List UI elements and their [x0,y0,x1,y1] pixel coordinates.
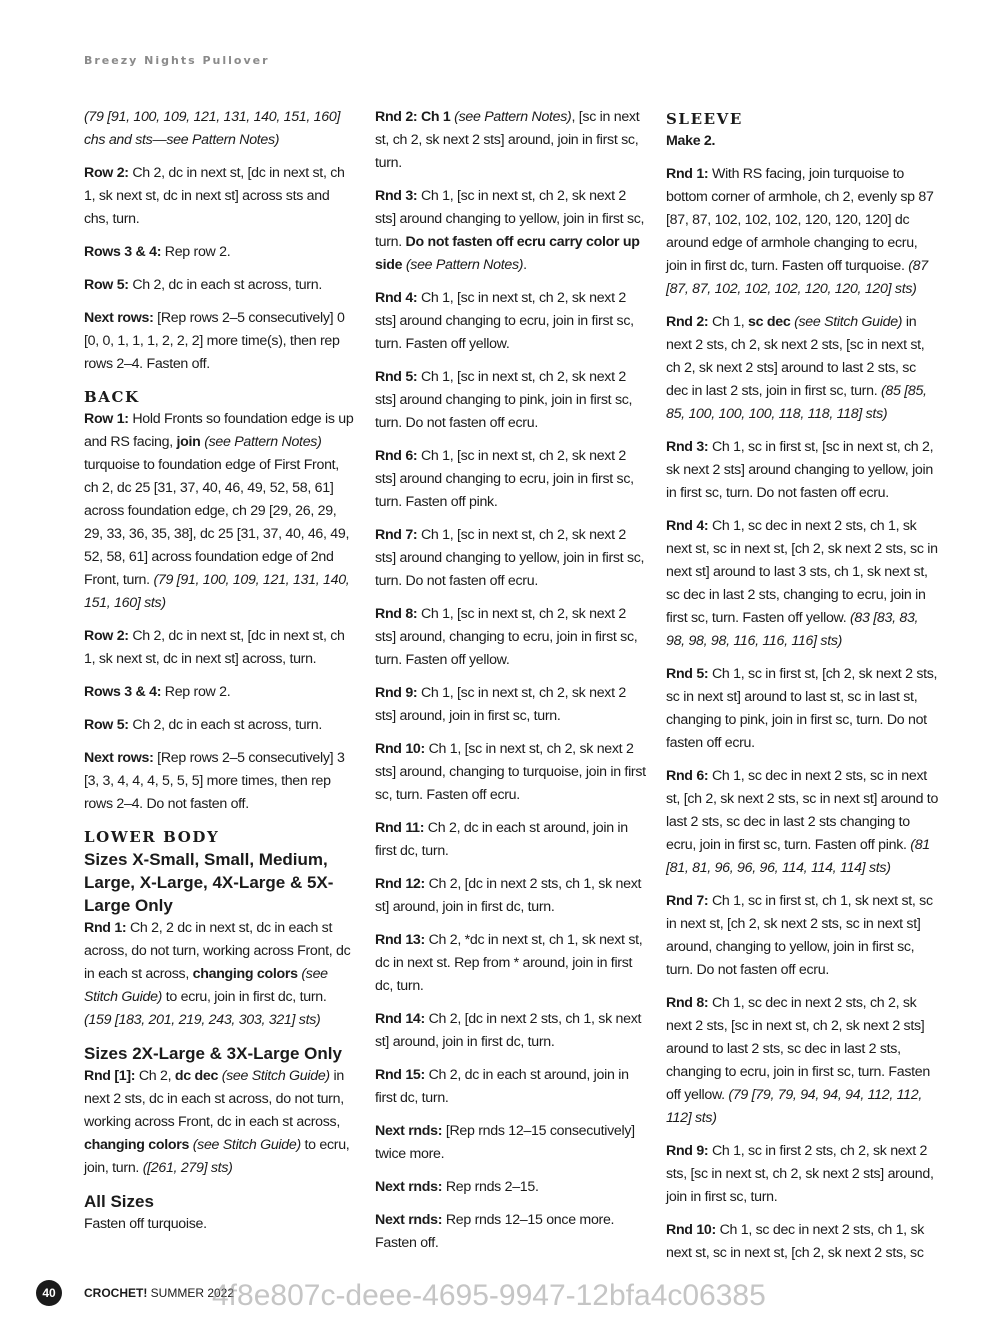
instruction-note: (159 [183, 201, 219, 243, 303, 321] sts) [84,1012,321,1028]
instruction-text: to ecru, join in first dc, turn. [162,989,327,1005]
instruction-note: (see Stitch Guide) [189,1137,301,1153]
instruction-text: Ch 1, [sc in next st, ch 2, sk next 2 sts] around changing to pink, join in first sc, turn. Do not fasten off ecru. [375,369,633,431]
instruction-text: [Rep rnds 12–15 consecutively] twice more. [375,1123,635,1162]
instruction-text: Ch 1, [sc in next st, ch 2, sk next 2 sts] around, changing to turquoise, join in first sc, turn. Fasten off ecru. [375,741,646,803]
instruction-paragraph [375,873,648,919]
instruction-text: Rep row 2. [161,244,231,260]
instruction-paragraph [666,890,939,982]
instruction-text: Ch 2, dc in each st around, join in first dc, turn. [375,1067,629,1106]
instruction-paragraph [666,1219,939,1265]
instruction-paragraph [375,1176,648,1199]
instruction-label: Rnd 1: [666,166,709,182]
instruction-paragraph [84,681,356,704]
instruction-label: Next rnds: [375,1123,443,1139]
instruction-label: Rnd 3: [375,188,418,204]
text-column-3 [666,106,939,1275]
instruction-label: Rnd 1: [84,920,127,936]
instruction-paragraph [375,185,648,277]
instruction-label: Rnd 4: [375,290,418,306]
instruction-text: Rep rnds 12–15 once more. Fasten off. [375,1212,615,1251]
instruction-text: [Rep rows 2–5 consecutively] 0 [0, 0, 1, 1, 1, 2, 2, 2] more time(s), then rep rows 2–4. Fasten off. [84,310,345,372]
instruction-text: Ch 2, dc in each st across, turn. [128,277,322,293]
instruction-note: (see Pattern Notes) [450,109,572,125]
instruction-paragraph [666,311,939,426]
instruction-paragraph [375,445,648,514]
instruction-label: Rnd 12: [375,876,425,892]
instruction-note: (79 [79, 79, 94, 94, 94, 112, 112, 112] sts) [666,1087,922,1126]
instruction-paragraph [84,106,356,152]
instruction-paragraph [84,1213,356,1236]
instruction-paragraph [375,524,648,593]
instruction-text: Ch 2, dc in next st, [dc in next st, ch 1, sk next st, dc in next st] across sts and chs, turn. [84,165,345,227]
instruction-label: changing colors [84,1137,190,1153]
instruction-text: With RS facing, join turquoise to bottom corner of armhole, ch 2, evenly sp 87 [87, 87, 102, 102, 102, 120, 120, 120] dc around edge of armhole changing to ecru, join in first dc, turn. Fasten off turquoise. [666,166,934,274]
instruction-label: Rnd 8: [666,995,709,1011]
instruction-text: [Rep rows 2–5 consecutively] 3 [3, 3, 4, 4, 4, 5, 5, 5] more times, then rep rows 2–4. Do not fasten off. [84,750,345,812]
instruction-label: Row 5: [84,717,129,733]
instruction-paragraph [666,765,939,880]
instruction-text: Ch 1, [sc in next st, ch 2, sk next 2 sts] around, join in first sc, turn. [375,685,626,724]
instruction-note: (85 [85, 85, 100, 100, 100, 118, 118, 118] sts) [666,383,927,422]
section-heading: BACK [84,388,140,406]
instruction-paragraph [375,366,648,435]
instruction-label: Rnd 10: [375,741,425,757]
instruction-paragraph [666,1140,939,1209]
instruction-label: Rnd 6: [375,448,418,464]
instruction-paragraph [666,515,939,653]
instruction-paragraph [84,1065,356,1180]
make-count: Make 2. [666,133,716,149]
instruction-label: Rnd 9: [666,1143,709,1159]
instruction-paragraph [84,307,356,376]
instruction-text: Ch 1, sc dec in next 2 sts, ch 2, sk next 2 sts, [sc in next st, ch 2, sk next 2 sts] around to last 2 sts, sc dec in last 2 sts, changing to ecru, join in first sc, turn. Fasten off yellow. [666,995,930,1103]
instruction-text: Rep rnds 2–15. [442,1179,539,1195]
instruction-paragraph [375,817,648,863]
instruction-note: (see Stitch Guide) [218,1068,330,1084]
instruction-note: (see Stitch Guide) [84,966,328,1005]
instruction-text: Ch 1, [sc in next st, ch 2, sk next 2 sts] around changing to ecru, join in first sc, turn. Fasten off yellow. [375,290,634,352]
instruction-label: Rnd 2: Ch 1 [375,109,451,125]
instruction-label: Rnd [1]: [84,1068,136,1084]
instruction-note: (81 [81, 81, 96, 96, 96, 114, 114, 114] sts) [666,837,930,876]
magazine-issue: SUMMER 2022 [150,1286,235,1300]
instruction-label: Rnd 6: [666,768,709,784]
instruction-label: Rows 3 & 4: [84,684,162,700]
instruction-text: Ch 1, sc dec in next 2 sts, sc in next st, [ch 2, sk next 2 sts, sc in next st] around to last 2 sts, sc dec in last 2 sts changing to ecru, join in first sc, turn. Fasten off pink. [666,768,939,853]
instruction-note: (79 [91, 100, 109, 121, 131, 140, 151, 160] chs and sts—see Pattern Notes) [84,109,341,148]
instruction-text: . [523,257,527,273]
instruction-label: Rnd 13: [375,932,425,948]
instruction-text: in next 2 sts, ch 2, sk next 2 sts, [sc in next st, ch 2, sk next 2 sts] around to last 2 sts, sc dec in last 2 sts, join in first sc, turn. [666,314,925,399]
instruction-paragraph [375,682,648,728]
instruction-label: Row 5: [84,277,129,293]
instruction-label: Rnd 14: [375,1011,425,1027]
instruction-text: Rep row 2. [161,684,231,700]
instruction-text: Ch 2, [dc in next 2 sts, ch 1, sk next st] around, join in first dc, turn. [375,1011,642,1050]
instruction-text: Hold Fronts so foundation edge is up and RS facing, [84,411,354,450]
instruction-label: Rnd 10: [666,1222,716,1238]
instruction-text: in next 2 sts, dc in each st across, do not turn, working across Front, dc in each st across, [84,1068,344,1130]
instruction-text: Ch 2, dc in next st, [dc in next st, ch 1, sk next st, dc in next st] across, turn. [84,628,345,667]
text-column-2 [375,106,648,1265]
instruction-label: dc dec [174,1068,219,1084]
instruction-text: Ch 1, [sc in next st, ch 2, sk next 2 sts] around changing to yellow, join in first sc, turn. Do not fasten off ecru. [375,527,645,589]
instruction-text: Ch 2, *dc in next st, ch 1, sk next st, dc in next st. Rep from * around, join in first dc, turn. [375,932,643,994]
instruction-text: Ch 1, [sc in next st, ch 2, sk next 2 sts] around, changing to ecru, join in first sc, turn. Fasten off yellow. [375,606,638,668]
instruction-paragraph [375,1008,648,1054]
instruction-text: turquoise to foundation edge of First Front, ch 2, dc 25 [31, 37, 40, 46, 49, 52, 58, 61] across foundation edge, ch 29 [29, 26, 29, 29, 33, 36, 35, 38], dc 25 [31, 37, 40, 46, 49, 52, 58, 61] across foundation edge of 2nd Front, turn. [84,457,350,588]
size-subheading: Sizes X-Small, Small, Medium, Large, X-Large, 4X-Large & 5X-Large Only [84,850,334,915]
instruction-label: Row 2: [84,628,129,644]
instruction-paragraph [666,163,939,301]
instruction-text: , [sc in next st, ch 2, sk next 2 sts] around, join in first sc, turn. [375,109,640,171]
instruction-paragraph [375,1064,648,1110]
instruction-label: sc dec [748,314,791,330]
instruction-text: Ch 1, [sc in next st, ch 2, sk next 2 sts] around changing to ecru, join in first sc, turn. Fasten off pink. [375,448,634,510]
instruction-text: Ch 2, [135,1068,175,1084]
instruction-paragraph [84,274,356,297]
instruction-text: Ch 1, sc in first st, ch 1, sk next st, sc in next st, [ch 2, sk next 2 sts, sc in next st] around, changing to yellow, join in first sc, turn. Do not fasten off ecru. [666,893,933,978]
instruction-text: Ch 2, 2 dc in next st, dc in each st across, do not turn, working across Front, dc in each st across, [84,920,351,982]
instruction-label: Rnd 4: [666,518,709,534]
instruction-paragraph [375,929,648,998]
instruction-label: Rnd 11: [375,820,425,836]
instruction-paragraph [84,162,356,231]
instruction-paragraph [375,287,648,356]
instruction-paragraph [84,408,356,615]
page-number-badge: 40 [36,1280,62,1306]
running-head: Breezy Nights Pullover [84,54,270,67]
instruction-label: Rows 3 & 4: [84,244,162,260]
section-heading: SLEEVE [666,110,743,128]
instruction-text: Ch 1, [sc in next st, ch 2, sk next 2 sts] around changing to yellow, join in first sc, turn. [375,188,645,250]
instruction-text: Ch 1, sc dec in next 2 sts, ch 1, sk next st, sc in next st, [ch 2, sk next 2 sts, sc [666,1222,925,1261]
instruction-label: Rnd 7: [375,527,418,543]
section-heading: LOWER BODY [84,828,220,846]
instruction-text: Ch 2, [dc in next 2 sts, ch 1, sk next st] around, join in first dc, turn. [375,876,642,915]
instruction-paragraph [375,1209,648,1255]
instruction-note: (87 [87, 87, 102, 102, 102, 120, 120, 120] sts) [666,258,928,297]
instruction-label: Next rows: [84,310,154,326]
instruction-paragraph [84,241,356,264]
instruction-label: Rnd 8: [375,606,418,622]
instruction-paragraph [84,714,356,737]
instruction-label: join [176,434,201,450]
instruction-label: Next rnds: [375,1179,443,1195]
instruction-label: Next rnds: [375,1212,443,1228]
instruction-text: Ch 1, sc in first st, [sc in next st, ch 2, sk next 2 sts] around changing to yellow, join in first sc, turn. Do not fasten off ecru. [666,439,934,501]
instruction-paragraph [666,992,939,1130]
instruction-label: Rnd 15: [375,1067,425,1083]
instruction-text: to ecru, join, turn. [84,1137,350,1176]
text-column-1 [84,106,356,1246]
instruction-note: (see Pattern Notes) [402,257,524,273]
instruction-paragraph [375,603,648,672]
instruction-label: Next rows: [84,750,154,766]
instruction-label: Rnd 2: [666,314,709,330]
instruction-paragraph [666,663,939,755]
instruction-label: Row 2: [84,165,129,181]
instruction-paragraph [375,106,648,175]
instruction-label: Rnd 9: [375,685,418,701]
size-subheading: Sizes 2X-Large & 3X-Large Only [84,1044,342,1063]
instruction-paragraph [84,747,356,816]
instruction-paragraph [375,1120,648,1166]
magazine-brand: CROCHET! [84,1286,148,1300]
instruction-text: Ch 1, sc in first 2 sts, ch 2, sk next 2 sts, [sc in next st, ch 2, sk next 2 sts] around, join in first sc, turn. [666,1143,934,1205]
instruction-text: Ch 1, sc in first st, [ch 2, sk next 2 sts, sc in next st] around to last st, sc in last st, changing to pink, join in first sc, turn. Do not fasten off ecru. [666,666,938,751]
instruction-label: Rnd 7: [666,893,709,909]
instruction-label: changing colors [192,966,298,982]
instruction-note: (79 [91, 100, 109, 121, 131, 140, 151, 160] sts) [84,572,350,611]
instruction-label: Do not fasten off ecru carry color up side [375,234,640,273]
instruction-paragraph [84,917,356,1032]
instruction-text: Ch 2, dc in each st around, join in first dc, turn. [375,820,628,859]
instruction-label: Rnd 3: [666,439,709,455]
instruction-text: Ch 1, sc dec in next 2 sts, ch 1, sk next st, sc in next st, [ch 2, sk next 2 sts, sc in next st] around to last 3 sts, ch 1, sk next st, sc dec in last 2 sts, changing to ecru, join in first sc, turn. Fasten off yellow. [666,518,938,626]
instruction-paragraph [666,436,939,505]
instruction-note: ([261, 279] sts) [142,1160,233,1176]
instruction-label: Row 1: [84,411,129,427]
instruction-label: Rnd 5: [666,666,709,682]
instruction-note: (see Stitch Guide) [790,314,903,330]
instruction-paragraph [375,738,648,807]
instruction-label: Rnd 5: [375,369,418,385]
instruction-note: (see Pattern Notes) [200,434,322,450]
instruction-text: Ch 2, dc in each st across, turn. [128,717,322,733]
watermark-id: 4f8e807c-deee-4695-9947-12bfa4c06385 [212,1279,766,1312]
instruction-text: Fasten off turquoise. [84,1216,207,1232]
instruction-paragraph [84,625,356,671]
size-subheading: All Sizes [84,1192,154,1211]
instruction-note: (83 [83, 83, 98, 98, 98, 116, 116, 116] sts) [666,610,919,649]
instruction-text: Ch 1, [708,314,749,330]
